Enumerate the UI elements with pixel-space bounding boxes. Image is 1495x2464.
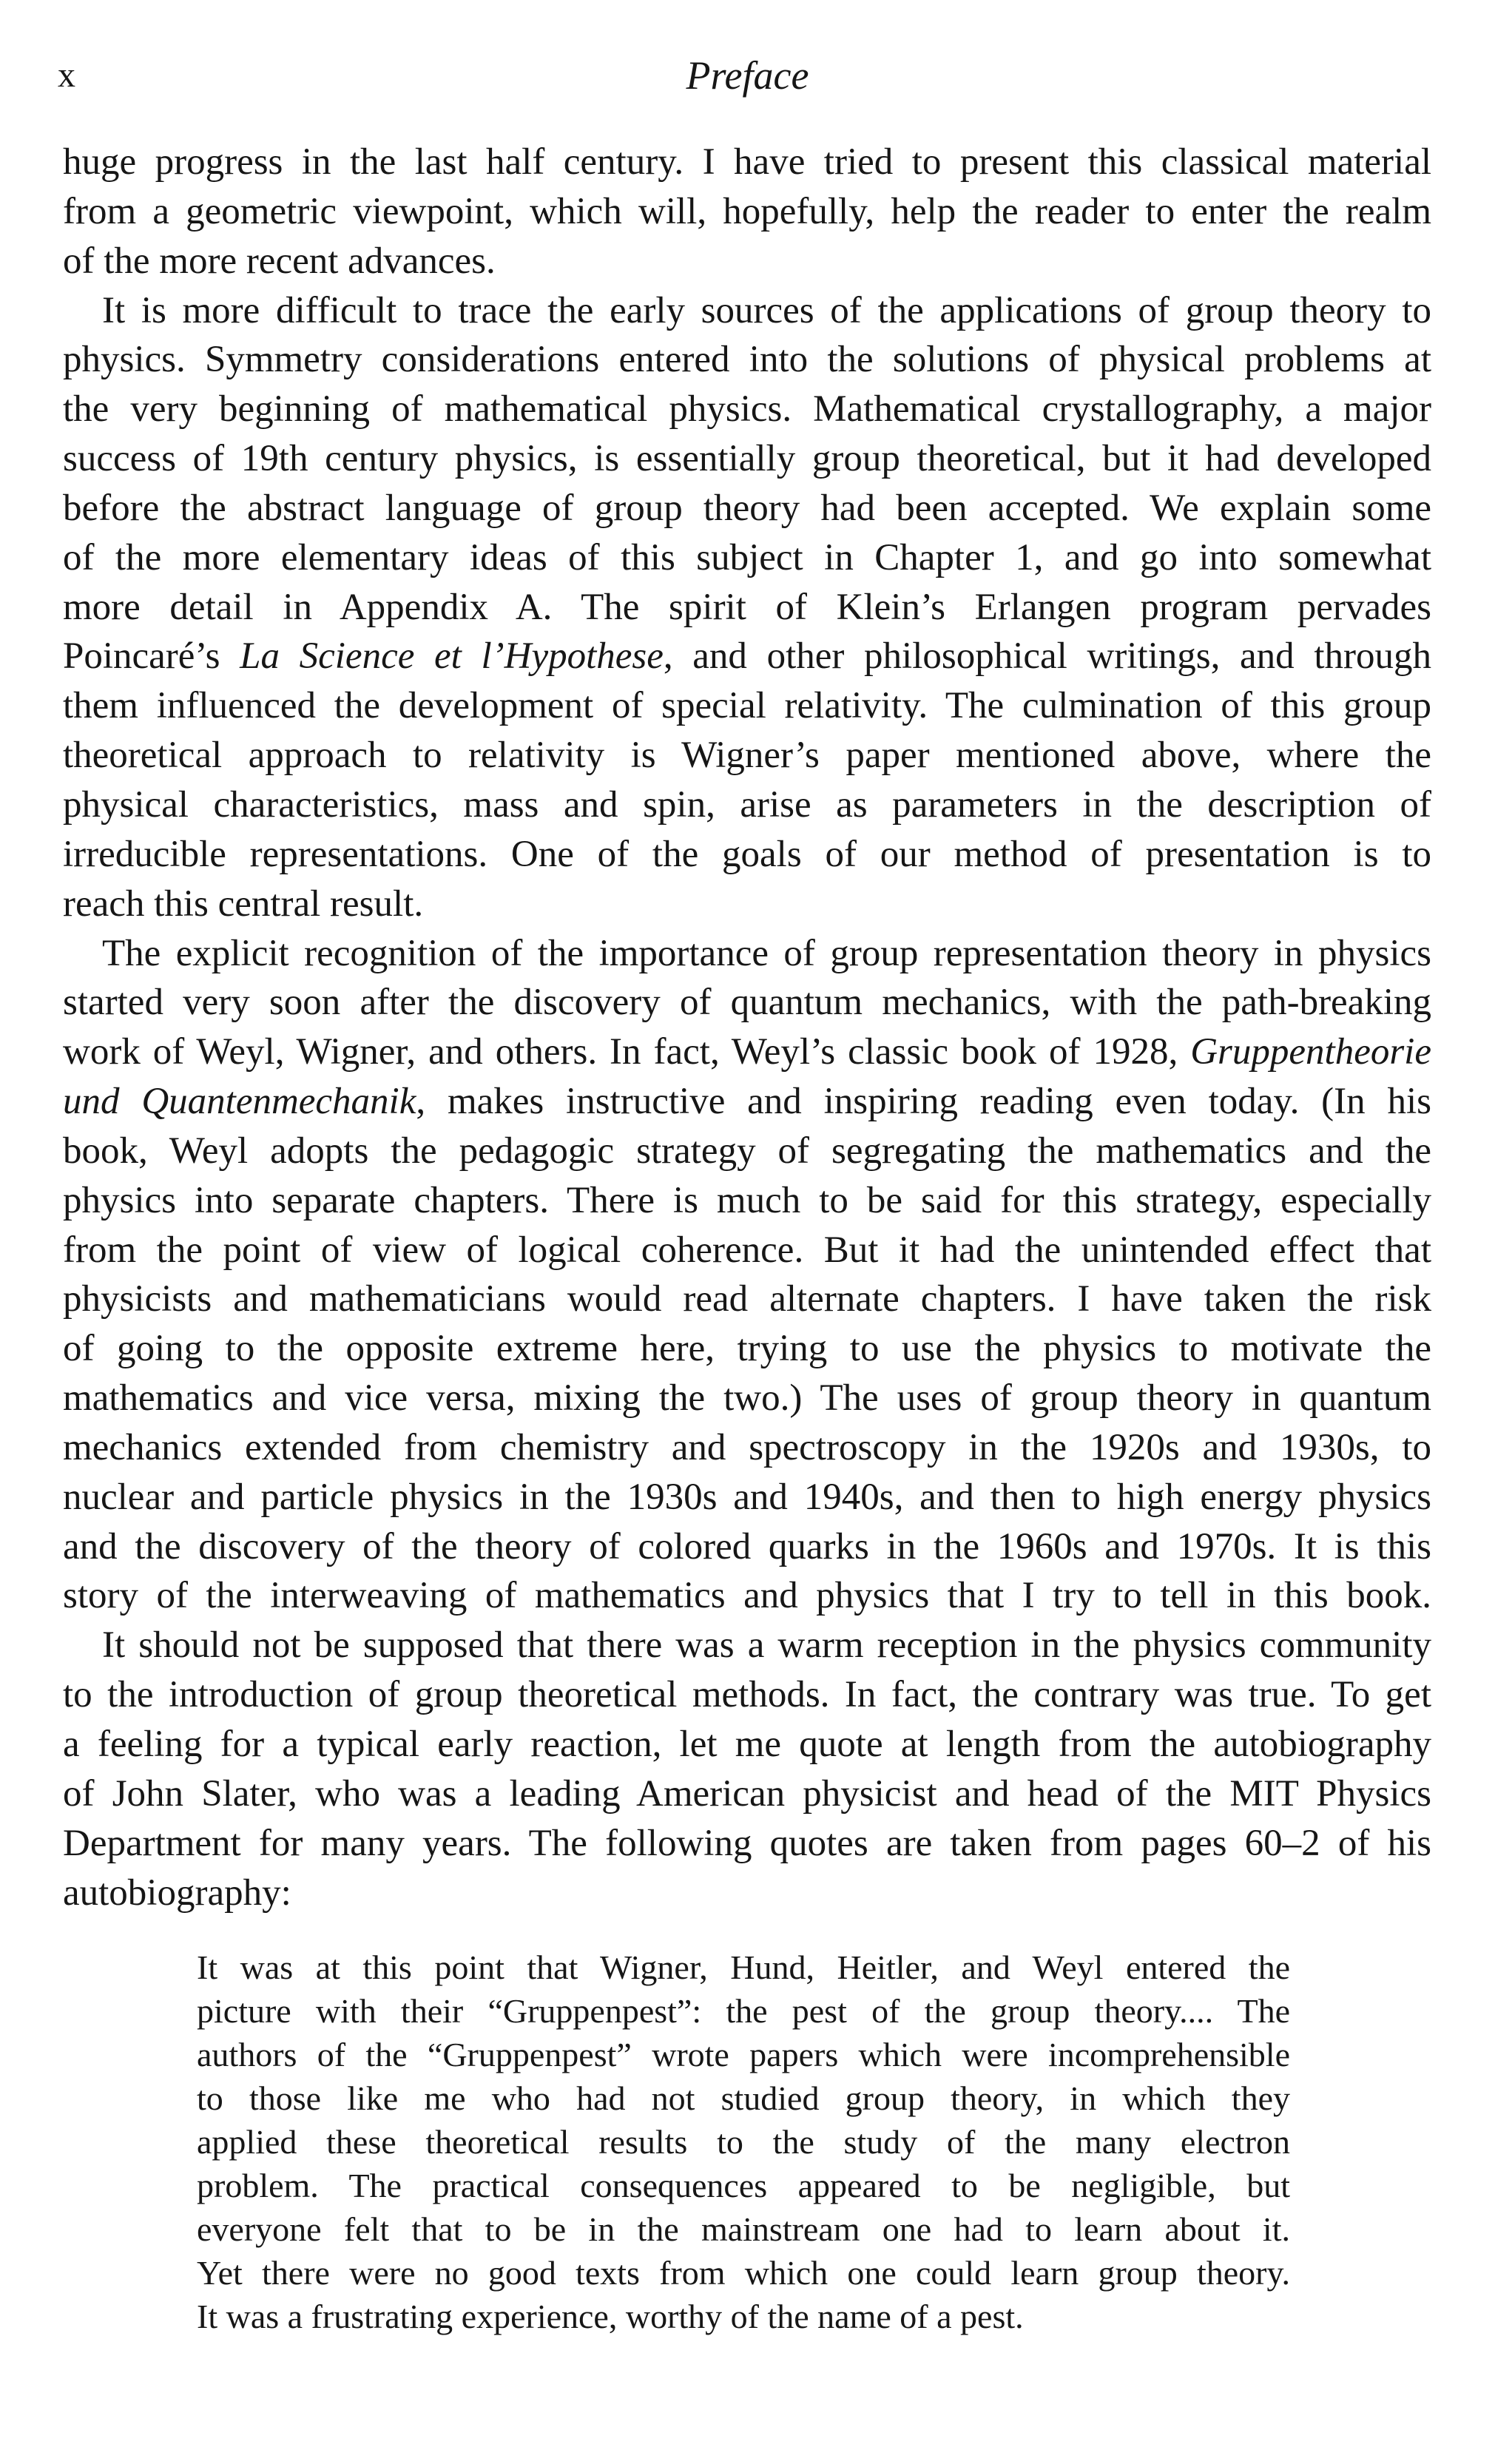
body-line: physical characteristics, mass and spin, arise as parameters in the description of	[63, 783, 1431, 826]
body-line: and the discovery of the theory of colored quarks in the 1960s and 1970s. It is this	[63, 1525, 1431, 1567]
running-head: Preface	[686, 53, 809, 98]
body-line: It should not be supposed that there was a warm reception in the physics community	[102, 1624, 1431, 1667]
body-line: It is more difficult to trace the early sources of the applications of group theory to	[102, 289, 1431, 331]
quote-line: everyone felt that to be in the mainstream one had to learn about it.	[197, 2210, 1290, 2248]
block-quote	[197, 1945, 1290, 2338]
quote-line: picture with their “Gruppenpest”: the pest of the group theory.... The	[197, 1992, 1290, 2030]
body-line: of the more elementary ideas of this subject in Chapter 1, and go into somewhat	[63, 536, 1431, 578]
line-text: , and other philosophical writings, and through	[663, 635, 1431, 678]
quote-line: Yet there were no good texts from which one could learn group theory.	[197, 2254, 1290, 2292]
body-line: autobiography:	[63, 1871, 291, 1914]
body-line: of going to the opposite extreme here, trying to use the physics to motivate the	[63, 1328, 1431, 1370]
quote-line: applied these theoretical results to the study of the many electron	[197, 2123, 1290, 2161]
quote-line: problem. The practical consequences appeared to be negligible, but	[197, 2167, 1290, 2204]
body-line: Department for many years. The following quotes are taken from pages 60–2 of his	[63, 1822, 1431, 1864]
quote-line: It was at this point that Wigner, Hund, Heitler, and Weyl entered the	[197, 1948, 1290, 1986]
body-line: success of 19th century physics, is essentially group theoretical, but it had developed	[63, 438, 1431, 480]
body-line	[63, 1077, 1431, 1127]
body-line: of John Slater, who was a leading American physicist and head of the MIT Physics	[63, 1772, 1431, 1815]
italic-title: Gruppentheorie	[1190, 1031, 1431, 1073]
body-line: theoretical approach to relativity is Wigner’s paper mentioned above, where the	[63, 735, 1431, 777]
body-line: huge progress in the last half century. I have tried to present this classical material	[63, 141, 1431, 183]
quote-line: to those like me who had not studied group theory, in which they	[197, 2079, 1290, 2117]
body-line: before the abstract language of group theory had been accepted. We explain some	[63, 487, 1431, 529]
page-number: x	[58, 55, 75, 95]
body-line: to the introduction of group theoretical methods. In fact, the contrary was true. To get	[63, 1674, 1431, 1716]
line-text: work of Weyl, Wigner, and others. In fact, Weyl’s classic book of 1928,	[63, 1031, 1191, 1073]
body-text	[63, 138, 1431, 1917]
paragraph	[63, 1621, 1431, 1917]
body-line: physics into separate chapters. There is much to be said for this strategy, especially	[63, 1179, 1431, 1221]
body-line	[63, 632, 1431, 681]
body-line: them influenced the development of special relativity. The culmination of this group	[63, 685, 1431, 727]
line-text: , makes instructive and inspiring reading even today. (In his	[416, 1081, 1431, 1123]
body-line: more detail in Appendix A. The spirit of Klein’s Erlangen program pervades	[63, 586, 1431, 628]
italic-title: und Quantenmechanik	[63, 1081, 416, 1123]
italic-title: La Science et l’Hypothese	[240, 635, 664, 678]
body-line: story of the interweaving of mathematics and physics that I try to tell in this book.	[63, 1575, 1431, 1617]
paragraph	[63, 138, 1431, 286]
body-line: reach this central result.	[63, 882, 424, 925]
body-line	[63, 1027, 1431, 1077]
body-line: The explicit recognition of the importance of group representation theory in physics	[102, 932, 1431, 974]
body-line: nuclear and particle physics in the 1930s and 1940s, and then to high energy physics	[63, 1476, 1431, 1518]
body-line: mechanics extended from chemistry and spectroscopy in the 1920s and 1930s, to	[63, 1426, 1431, 1468]
body-line: of the more recent advances.	[63, 240, 496, 282]
body-line: from a geometric viewpoint, which will, hopefully, help the reader to enter the realm	[63, 190, 1431, 232]
body-line: irreducible representations. One of the goals of our method of presentation is to	[63, 833, 1431, 875]
paragraph	[63, 286, 1431, 929]
paragraph	[63, 929, 1431, 1621]
page-header	[0, 53, 1495, 98]
body-line: from the point of view of logical coherence. But it had the unintended effect that	[63, 1229, 1431, 1271]
body-line: mathematics and vice versa, mixing the two.) The uses of group theory in quantum	[63, 1377, 1431, 1420]
line-text: Poincaré’s	[63, 635, 240, 678]
body-line: a feeling for a typical early reaction, let me quote at length from the autobiography	[63, 1724, 1431, 1765]
body-line: physics. Symmetry considerations entered into the solutions of physical problems at	[63, 339, 1431, 381]
body-line: the very beginning of mathematical physics. Mathematical crystallography, a major	[63, 388, 1431, 431]
body-line: physicists and mathematicians would read alternate chapters. I have taken the risk	[63, 1278, 1431, 1320]
quote-line: authors of the “Gruppenpest” wrote papers which were incomprehensible	[197, 2036, 1290, 2073]
body-line: started very soon after the discovery of quantum mechanics, with the path-breaking	[63, 982, 1431, 1024]
quote-line: It was a frustrating experience, worthy of the name of a pest.	[197, 2298, 1024, 2335]
body-line: book, Weyl adopts the pedagogic strategy of segregating the mathematics and the	[63, 1130, 1431, 1172]
